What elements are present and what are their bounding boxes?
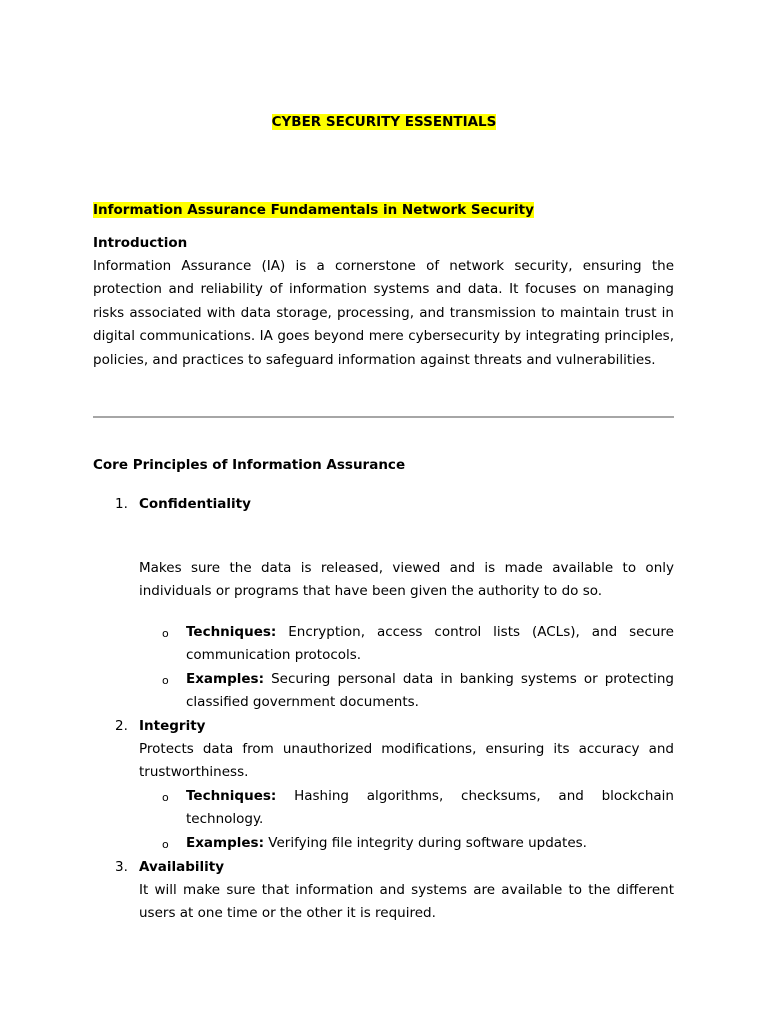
list-number: 3. bbox=[115, 859, 128, 875]
intro-heading: Introduction bbox=[93, 235, 188, 251]
bullet-text: Securing personal data in banking systems or protecting classified government documents. bbox=[186, 671, 674, 711]
section-heading bbox=[93, 201, 534, 219]
bullet-label: Examples: bbox=[186, 671, 264, 687]
principle-description-integrity: Protects data from unauthorized modifications, ensuring its accuracy and trustworthiness. bbox=[139, 741, 674, 781]
section-heading-text: Information Assurance Fundamentals in Network Security bbox=[93, 202, 534, 218]
principle-title-integrity: Integrity bbox=[139, 718, 206, 734]
core-principles-heading: Core Principles of Information Assurance bbox=[93, 457, 406, 473]
intro-paragraph: Information Assurance (IA) is a cornerstone of network security, ensuring the protection and reliability of information systems and data. It focuses on managing risks associated with data storage, processing, and transmission to maintain trust in digital communications. IA goes beyond mere cybersecurity by integrating principles, policies, and practices to safeguard information against threats and vulnerabilities. bbox=[93, 258, 674, 368]
bullet-item bbox=[186, 832, 674, 855]
bullet-marker: o bbox=[162, 838, 169, 851]
principle-description-availability: It will make sure that information and systems are available to the different users at one time or the other it is required. bbox=[139, 882, 674, 922]
horizontal-divider bbox=[93, 416, 674, 418]
principle-description-confidentiality: Makes sure the data is released, viewed and is made available to only individuals or programs that have been given the authority to do so. bbox=[139, 560, 674, 600]
bullet-label: Examples: bbox=[186, 835, 264, 851]
principle-title-confidentiality: Confidentiality bbox=[139, 496, 251, 512]
bullet-marker: o bbox=[162, 627, 169, 640]
bullet-item bbox=[186, 785, 674, 832]
principle-title-availability: Availability bbox=[139, 859, 225, 875]
document-title bbox=[0, 113, 768, 131]
list-number: 1. bbox=[115, 496, 128, 512]
bullet-marker: o bbox=[162, 674, 169, 687]
bullet-label: Techniques: bbox=[186, 788, 277, 804]
bullet-text: Verifying file integrity during software updates. bbox=[264, 835, 587, 851]
bullet-text: Encryption, access control lists (ACLs), and secure communication protocols. bbox=[186, 624, 674, 664]
bullet-marker: o bbox=[162, 791, 169, 804]
document-title-text: CYBER SECURITY ESSENTIALS bbox=[271, 114, 497, 130]
bullet-item bbox=[186, 668, 674, 715]
bullet-label: Techniques: bbox=[186, 624, 277, 640]
list-number: 2. bbox=[115, 718, 128, 734]
bullet-text: Hashing algorithms, checksums, and blockchain technology. bbox=[186, 788, 674, 828]
bullet-item bbox=[186, 621, 674, 668]
